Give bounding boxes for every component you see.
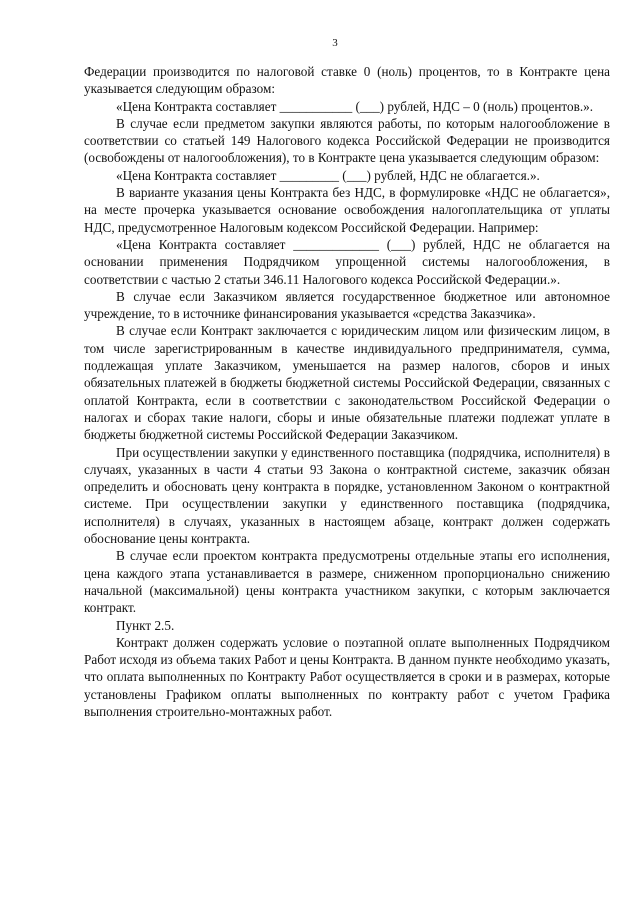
paragraph-price-example-simplified-tax: «Цена Контракта составляет _____________ (___) рублей, НДС не облагается на основании применения Подрядчиком упрощенной системы налогообложения, в соответствии с частью 2 статьи 346.11 Налогового кодекса Российской Федерации.». (84, 236, 610, 287)
page-number: 3 (332, 37, 338, 49)
paragraph-individual-entrepreneur: В случае если Контракт заключается с юридическим лицом или физическим лицом, в том числе зарегистрированным в качестве индивидуального предпринимателя, сумма, подлежащая уплате Заказчиком, уменьшается на размер налогов, сборов и иных обязательных платежей в бюджеты бюджетной системы Российской Федерации, связанных с оплатой Контракта, если в соответствии с законодательством Российской Федерации о налогах и сборах такие налоги, сборы и иные обязательные платежи подлежат уплате в бюджеты бюджетной системы Российской Федерации Заказчиком. (84, 323, 610, 443)
paragraph-single-supplier: При осуществлении закупки у единственного поставщика (подрядчика, исполнителя) в случаях, указанных в части 4 статьи 93 Закона о контрактной системе, заказчик обязан определить и обосновать цену контракта в порядке, установленном Законом о контрактной системе. При осуществлении закупки у единственного поставщика (подрядчика, исполнителя) в случаях, указанных в настоящем абзаце, контракт должен содержать обоснование цены контракта. (84, 444, 610, 547)
paragraph-contract-stages: В случае если проектом контракта предусмотрены отдельные этапы его исполнения, цена каждого этапа устанавливается в размере, сниженном пропорционально снижению начальной (максимальной) цены контракта участником закупки, с которым заключается контракт. (84, 548, 610, 616)
paragraph-budget-institution: В случае если Заказчиком является государственное бюджетное или автономное учреждение, то в источнике финансирования указывается «средства Заказчика». (84, 288, 610, 322)
paragraph-no-vat-basis: В варианте указания цены Контракта без НДС, в формулировке «НДС не облагается», на месте прочерка указывается основание освобождения налогоплательщика от уплаты НДС, предусмотренное Налоговым кодексом Российской Федерации. Например: (84, 185, 610, 235)
paragraph-price-example-zero-vat: «Цена Контракта составляет ___________ (___) рублей, НДС – 0 (ноль) процентов.». (116, 98, 594, 114)
paragraph-price-example-no-vat: «Цена Контракта составляет _________ (___) рублей, НДС не облагается.». (116, 167, 540, 183)
paragraph-continuation: Федерации производится по налоговой ставке 0 (ноль) процентов, то в Контракте цена указывается следующим образом: (84, 64, 610, 97)
section-heading-2-5: Пункт 2.5. (116, 617, 175, 633)
paragraph-works-exempt: В случае если предметом закупки являются работы, по которым налогообложение в соответствии со статьей 149 Налогового кодекса Российской Федерации не производится (освобождены от налогообложения), то в Контракте цена указывается следующим образом: (84, 115, 610, 166)
paragraph-staged-payment: Контракт должен содержать условие о поэтапной оплате выполненных Подрядчиком Работ исходя из объема таких Работ и цены Контракта. В данном пункте необходимо указать, что оплата выполненных по Контракту Работ осуществляется в сроки и в размерах, которые установлены Графиком оплаты выполненных по контракту работ с учетом Графика выполнения строительно-монтажных работ. (84, 634, 610, 719)
